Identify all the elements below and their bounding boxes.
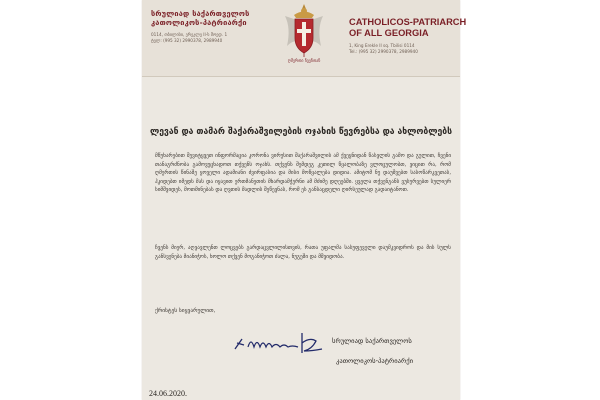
- address-english: [349, 43, 459, 55]
- letter-paragraph-1: მწუხარებით შევიტყვეთ ინფორმაცია კორონა ვირუსით შაქარაშვილის ამ ქვეყნიდან წასვლის გამო და გულით, ჩვენი თანაგრძნობა გამოვუცხადოთ თქვენს ოჯახს. თქვენს შემდეგ კეთილ წყალობაზე ვლოცულობთ, ვიცით რა, რომ ღმერთის წინაშე ყოველი ადამიანი ძვირფასია და მისი მოწყალება დიდია. ამიტომ ნუ დაუშვებთ სასოწარკვეთას, ჰკიდებთ იმედს მას და იყავით ერთმანეთის მხარდამჭერნი ამ მძიმე დღეებში. ყველა თქვენგანს ვუსურვებთ სულიერ სიმშვიდეს, მოთმინებას და ღვთის მადლის შეწევნას, რომ ეს განსაცდელი ღირსეულად გადაიტანოთ.: [155, 153, 451, 193]
- address-georgian: [151, 32, 271, 44]
- letter-closing: ქრისტეს სიყვარულით,: [155, 308, 216, 314]
- address-georgian-line1: 0114, თბილისი, ერეკლე II-ს მოედ. 1: [151, 32, 228, 37]
- emblem-motto: ღმერთი ჩვენთან: [287, 58, 321, 63]
- letter-title: ლევან და თამარ შაქარაშვილების ოჯახის წევრებსა და ახლობლებს: [150, 127, 452, 137]
- address-english-line2: Tel.: (995 32) 2990378, 2989940: [349, 49, 418, 54]
- letter-sheet: [142, 0, 467, 400]
- letter-paragraph-2: ჩვენს მიერ, აღვავლენთ ლოცვებს გარდაცვლილისთვის, რათა უფალმა სასუფეველი დაუმკვიდროს და მის სულს განსვენება მიანიჭოს, ხოლო თქვენ მოგანიჭოთ ძალა, ნუგეში და მშვიდობა.: [155, 245, 451, 260]
- letter-date: 24.06.2020.: [149, 389, 187, 398]
- letterhead: [142, 0, 467, 77]
- signatory-title-line2: კათოლიკოს-პატრიარქი: [336, 357, 414, 365]
- address-english-line1: 1, King Erekle II sq. Tbilisi 0114: [349, 43, 415, 48]
- org-name-english-line1: CATHOLICOS-PATRIARCH: [349, 17, 467, 27]
- org-name-georgian-line2: კათოლიკოს-პატრიარქი: [151, 18, 247, 27]
- signatory-title-line1: სრულიად საქართველოს: [332, 337, 412, 345]
- address-georgian-line2: ტელ: (995 32) 2990378, 2989940: [151, 38, 223, 43]
- org-name-english-line2: OF ALL GEORGIA: [349, 28, 429, 38]
- org-name-georgian-line1: სრულიად საქართველოს: [151, 9, 250, 18]
- handwritten-signature: [232, 329, 324, 357]
- letterhead-georgian: [151, 9, 271, 44]
- letterhead-english: [349, 17, 467, 55]
